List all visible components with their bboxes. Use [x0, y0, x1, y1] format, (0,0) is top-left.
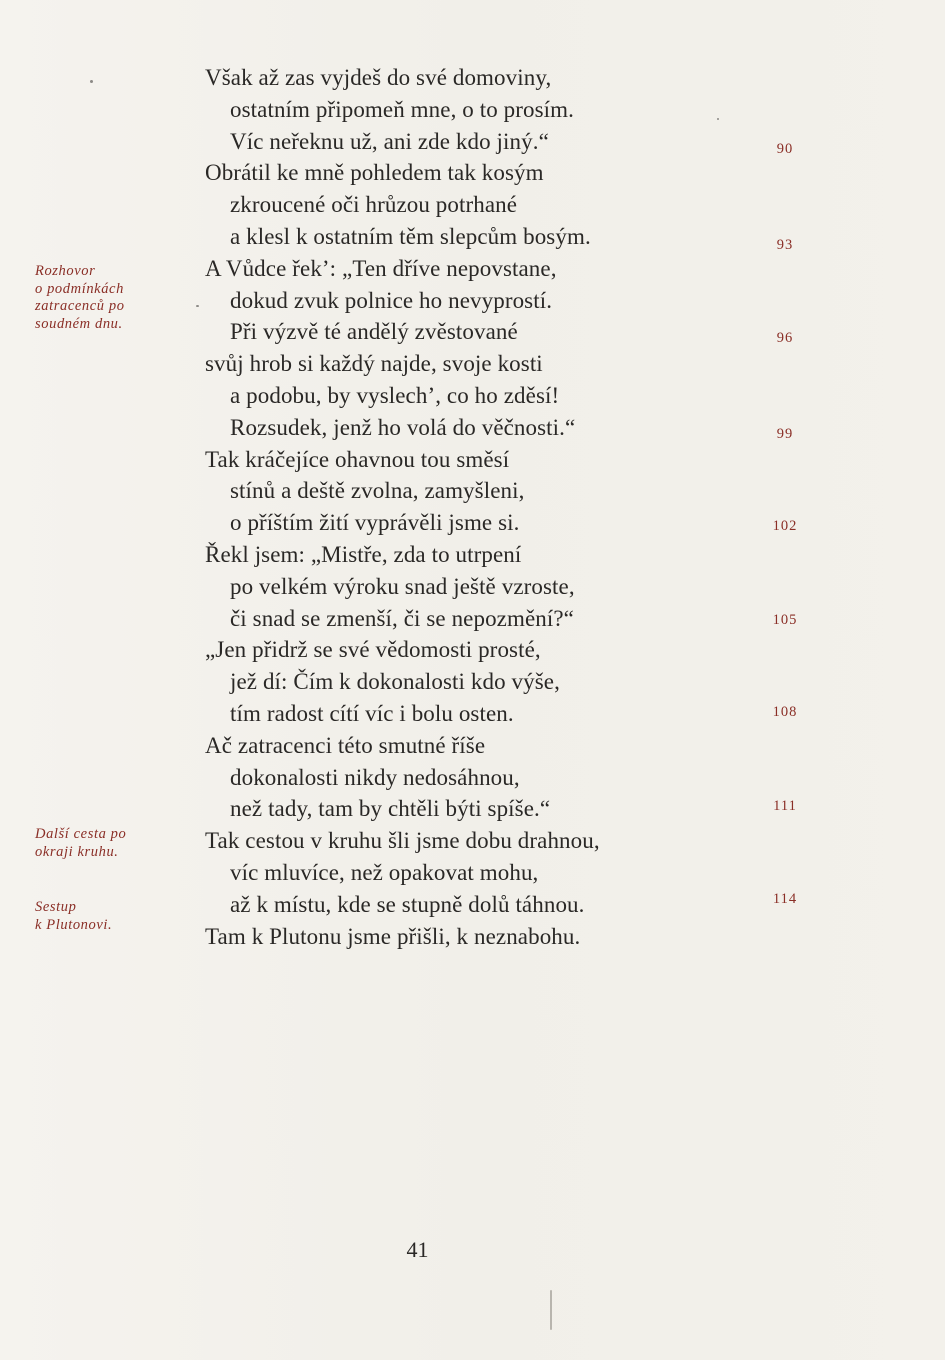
- verse-line: Při výzvě té andělý zvěstované: [230, 319, 518, 345]
- paper-speck: [90, 80, 93, 83]
- verse-line: po velkém výroku snad ještě vzroste,: [230, 573, 575, 599]
- line-number: 105: [772, 612, 798, 628]
- margin-note-line: o podmínkách: [35, 280, 124, 297]
- line-number: 90: [776, 141, 794, 157]
- verse-line: než tady, tam by chtěli býti spíše.“: [230, 796, 551, 822]
- margin-note-descent: [35, 899, 200, 934]
- line-number: 102: [772, 518, 798, 534]
- margin-note-line: Sestup: [35, 899, 77, 915]
- verse-line: tím radost cítí víc i bolu osten.: [230, 700, 514, 726]
- verse-line: zkroucené oči hrůzou potrhané: [230, 192, 518, 218]
- verse-line: „Jen přidrž se své vědomosti prosté,: [205, 637, 541, 663]
- line-number: 96: [776, 330, 794, 346]
- margin-note-line: Rozhovor: [35, 263, 96, 279]
- verse-line: Ač zatracenci této smutné říše: [205, 732, 486, 758]
- verse-line: Však až zas vyjdeš do své domoviny,: [205, 65, 552, 90]
- margin-note-conversation: [35, 263, 200, 333]
- margin-note-further-path: [35, 826, 200, 861]
- margin-note-line: Další cesta po: [35, 826, 127, 842]
- paper-speck: [717, 118, 719, 120]
- line-number: 108: [772, 704, 798, 720]
- verse-line: Rozsudek, jenž ho volá do věčnosti.“: [230, 414, 576, 440]
- verse-line: Tam k Plutonu jsme přišli, k neznabohu.: [205, 923, 581, 949]
- margin-note-line: k Plutonovi.: [35, 916, 113, 933]
- verse-line: a podobu, by vyslech’, co ho zděsí!: [230, 382, 560, 408]
- verse-line: až k místu, kde se stupně dolů táhnou.: [230, 891, 585, 917]
- page-number: 41: [406, 1237, 429, 1262]
- verse-line: Tak cestou v kruhu šli jsme dobu drahnou,: [205, 828, 600, 854]
- verse-line: víc mluvíce, než opakovat mohu,: [230, 859, 539, 885]
- paper-speck: [550, 1290, 552, 1330]
- verse-line: Víc neřeknu už, ani zde kdo jiný.“: [230, 128, 549, 154]
- line-number: 114: [772, 891, 798, 907]
- margin-note-line: soudném dnu.: [35, 315, 123, 332]
- line-number: 111: [773, 798, 797, 814]
- verse-line: svůj hrob si každý najde, svoje kosti: [205, 351, 543, 377]
- verse-line: či snad se zmenší, či se nepozmění?“: [230, 605, 574, 631]
- paper-speck: [196, 305, 199, 307]
- verse-line: Tak kráčejíce ohavnou tou směsí: [205, 446, 510, 472]
- line-number: 99: [776, 426, 794, 442]
- margin-note-line: zatracenců po: [35, 298, 125, 314]
- verse-line: ostatním připomeň mne, o to prosím.: [230, 96, 574, 122]
- margin-note-line: okraji kruhu.: [35, 843, 119, 860]
- verse-line: stínů a deště zvolna, zamyšleni,: [230, 478, 525, 504]
- verse-line: Řekl jsem: „Mistře, zda to utrpení: [205, 541, 522, 567]
- verse-line: Obrátil ke mně pohledem tak kosým: [205, 160, 544, 186]
- verse-line: A Vůdce řek’: „Ten dříve nepovstane,: [205, 255, 557, 281]
- verse-line: a klesl k ostatním těm slepcům bosým.: [230, 223, 591, 249]
- line-number: 93: [776, 237, 794, 253]
- verse-line: dokonalosti nikdy nedosáhnou,: [230, 764, 520, 790]
- verse-line: dokud zvuk polnice ho nevyprostí.: [230, 287, 553, 313]
- verse-line: o příštím žití vyprávěli jsme si.: [230, 510, 520, 536]
- poem-text: [205, 62, 600, 952]
- verse-line: jež dí: Čím k dokonalosti kdo výše,: [230, 669, 560, 695]
